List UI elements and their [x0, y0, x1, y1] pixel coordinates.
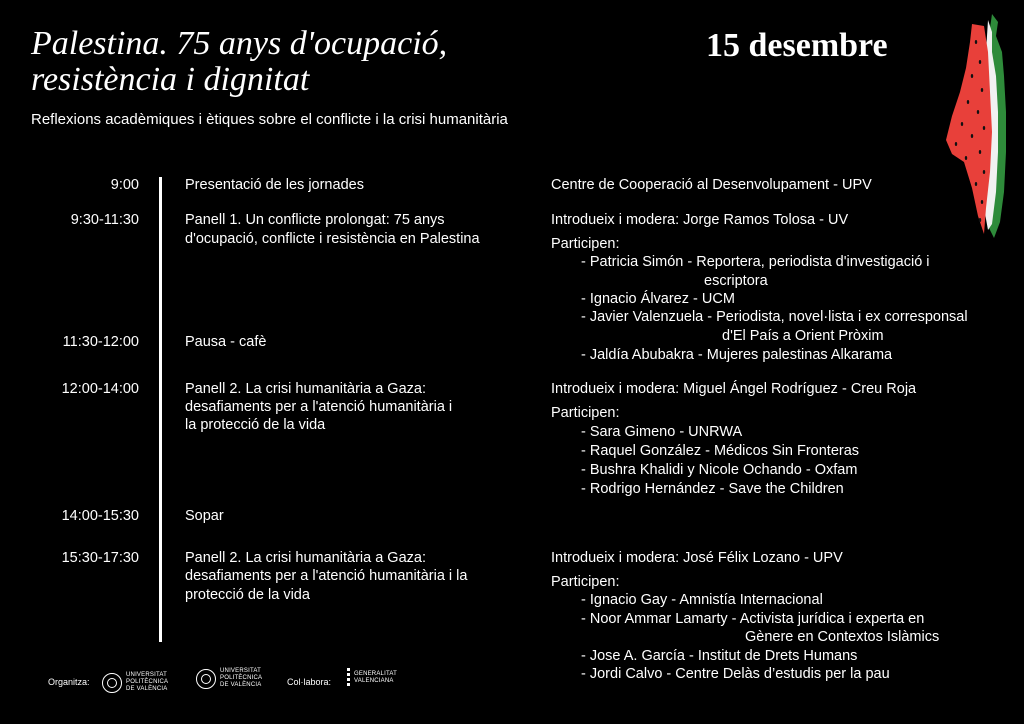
- participant: - Bushra Khalidi y Nicole Ochando - Oxfam: [581, 462, 858, 478]
- session-title-line: desafiaments per a l'atenció humanitària i la: [185, 568, 468, 584]
- session-moderator: Introdueix i modera: Miguel Ángel Rodríguez - Creu Roja: [551, 381, 917, 397]
- session-title: Presentació de les jornades: [185, 177, 364, 193]
- gva-logo: [347, 668, 397, 688]
- session-title: Pausa - cafè: [185, 334, 267, 350]
- session-title-line: d'ocupació, conflicte i resistència en Palestina: [185, 231, 480, 247]
- participant: - Rodrigo Hernández - Save the Children: [581, 481, 844, 497]
- session-title-line: la protecció de la vida: [185, 417, 326, 433]
- session-title: Sopar: [185, 508, 224, 524]
- session-host: Centre de Cooperació al Desenvolupament - UPV: [551, 177, 872, 193]
- session-time: 9:30-11:30: [70, 212, 139, 228]
- session-title-line: Panell 1. Un conflicte prolongat: 75 anys: [185, 212, 445, 228]
- session-title-line: protecció de la vida: [185, 587, 310, 603]
- participant-continued: Gènere en Contextos Islàmics: [745, 629, 940, 645]
- ccd-seal-icon: [196, 669, 216, 689]
- session-time: 9:00: [110, 177, 139, 193]
- session-title-line: desafiaments per a l'atenció humanitària i: [185, 399, 453, 415]
- participant-continued: d'El País a Orient Pròxim: [722, 328, 884, 344]
- participant: - Javier Valenzuela - Periodista, novel·lista i ex corresponsal: [581, 309, 968, 325]
- participant-continued: escriptora: [704, 273, 768, 289]
- event-subtitle: Reflexions acadèmiques i ètiques sobre el conflicte i la crisi humanitària: [31, 111, 508, 128]
- gva-emblem-icon: [347, 668, 350, 688]
- session-moderator: Introdueix i modera: Jorge Ramos Tolosa - UV: [551, 212, 849, 228]
- session-moderator: Introdueix i modera: José Félix Lozano - UPV: [551, 550, 843, 566]
- session-time: 12:00-14:00: [61, 381, 139, 397]
- participant: - Jaldía Abubakra - Mujeres palestinas Alkarama: [581, 347, 893, 363]
- participants-label: Participen:: [551, 574, 620, 590]
- title-line-2: resistència i dignitat: [31, 61, 310, 98]
- ccd-upv-logo: [196, 668, 262, 689]
- session-time: 15:30-17:30: [61, 550, 139, 566]
- participant: - Jordi Calvo - Centre Delàs d’estudis per la pau: [581, 666, 890, 682]
- collaborator-label: Col·labora:: [287, 677, 332, 687]
- session-time: 14:00-15:30: [61, 508, 139, 524]
- participants-label: Participen:: [551, 405, 620, 421]
- participant: - Ignacio Álvarez - UCM: [581, 291, 735, 307]
- organizer-label: Organitza:: [48, 677, 90, 687]
- ccd-logo-text: UNIVERSITAT POLITÈCNICA DE VALÈNCIA: [220, 668, 263, 688]
- upv-logo: [102, 672, 168, 693]
- participant: - Sara Gimeno - UNRWA: [581, 424, 743, 440]
- upv-logo-text: UNIVERSITAT POLITÈCNICA DE VALÈNCIA: [126, 672, 169, 692]
- event-date: 15 desembre: [706, 27, 888, 64]
- gva-logo-text: GENERALITAT VALENCIANA: [354, 671, 397, 684]
- session-time: 11:30-12:00: [62, 334, 139, 350]
- participant: - Ignacio Gay - Amnistía Internacional: [581, 592, 823, 608]
- session-title-line: Panell 2. La crisi humanitària a Gaza:: [185, 381, 426, 397]
- participants-label: Participen:: [551, 236, 620, 252]
- upv-seal-icon: [102, 673, 122, 693]
- palestine-watermelon-map-icon: [944, 12, 1010, 240]
- participant: - Jose A. García - Institut de Drets Humans: [581, 648, 858, 664]
- timeline-divider: [159, 177, 162, 642]
- participant: - Noor Ammar Lamarty - Activista jurídica i experta en: [581, 611, 925, 627]
- session-title-line: Panell 2. La crisi humanitària a Gaza:: [185, 550, 426, 566]
- event-title: [31, 26, 447, 98]
- participant: - Raquel González - Médicos Sin Fronteras: [581, 443, 860, 459]
- map-red-flesh: [946, 24, 992, 234]
- participant: - Patricia Simón - Reportera, periodista d'investigació i: [581, 254, 930, 270]
- title-line-1: Palestina. 75 anys d'ocupació,: [31, 25, 448, 62]
